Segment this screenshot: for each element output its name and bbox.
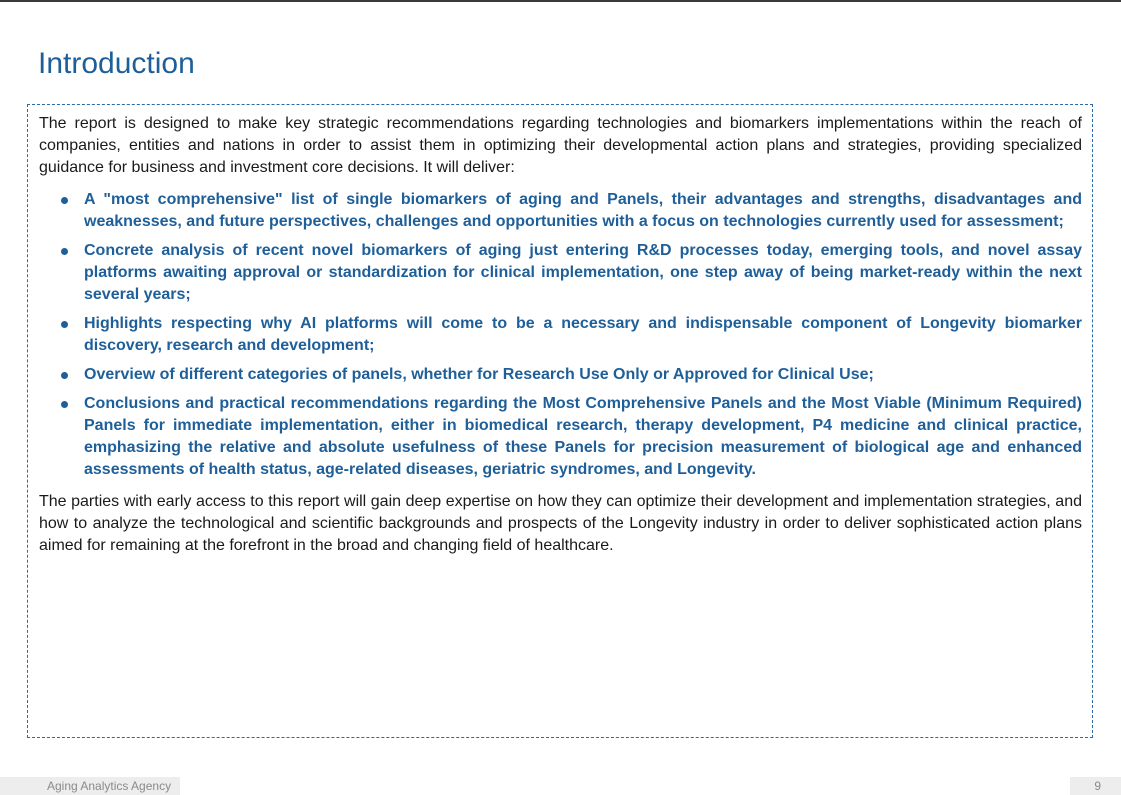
list-item-text: A "most comprehensive" list of single biomarkers of aging and Panels, their advantages and strengths, disadvantages and weaknesses, and future perspectives, challenges and opportunities with a focus on technologies currently used for assessment; <box>84 191 1082 230</box>
footer-page-tab <box>1070 777 1121 795</box>
list-item <box>39 240 1082 306</box>
list-item-text: Concrete analysis of recent novel biomarkers of aging just entering R&D processes today, emerging tools, and novel assay platforms awaiting approval or standardization for clinical implementation, one step away of being market-ready within the next several years; <box>84 242 1082 303</box>
list-item <box>39 364 1082 386</box>
top-rule <box>0 0 1121 2</box>
page-number: 9 <box>1094 779 1101 793</box>
list-item <box>39 189 1082 233</box>
bullet-icon <box>61 372 68 379</box>
page-title: Introduction <box>38 47 195 80</box>
bullet-icon <box>61 248 68 255</box>
footer-organization: Aging Analytics Agency <box>47 779 172 793</box>
intro-paragraph: The report is designed to make key strategic recommendations regarding technologies and biomarkers implementations within the reach of companies, entities and nations in order to assist them in optimizing their developmental action plans and strategies, providing specialized guidance for business and investment core decisions. It will deliver: <box>39 115 1082 176</box>
closing-paragraph: The parties with early access to this report will gain deep expertise on how they can optimize their development and implementation strategies, and how to analyze the technological and scientific backgrounds and prospects of the Longevity industry in order to deliver sophisticated action plans aimed for remaining at the forefront in the broad and changing field of healthcare. <box>39 493 1082 554</box>
footer-organization-tab <box>0 777 180 795</box>
content-box <box>27 104 1093 738</box>
bullet-icon <box>61 401 68 408</box>
content-body <box>39 113 1082 557</box>
list-item <box>39 393 1082 481</box>
list-item-text: Highlights respecting why AI platforms will come to be a necessary and indispensable component of Longevity biomarker discovery, research and development; <box>84 315 1082 354</box>
deliverables-list <box>39 189 1082 481</box>
list-item-text: Conclusions and practical recommendations regarding the Most Comprehensive Panels and the Most Viable (Minimum Required) Panels for immediate implementation, either in biomedical research, therapy development, P4 medicine and clinical practice, emphasizing the relative and absolute usefulness of these Panels for precision measurement of biological age and enhanced assessments of health status, age-related diseases, geriatric syndromes, and Longevity. <box>84 395 1082 478</box>
bullet-icon <box>61 197 68 204</box>
list-item <box>39 313 1082 357</box>
list-item-text: Overview of different categories of panels, whether for Research Use Only or Approved for Clinical Use; <box>84 366 874 383</box>
bullet-icon <box>61 321 68 328</box>
